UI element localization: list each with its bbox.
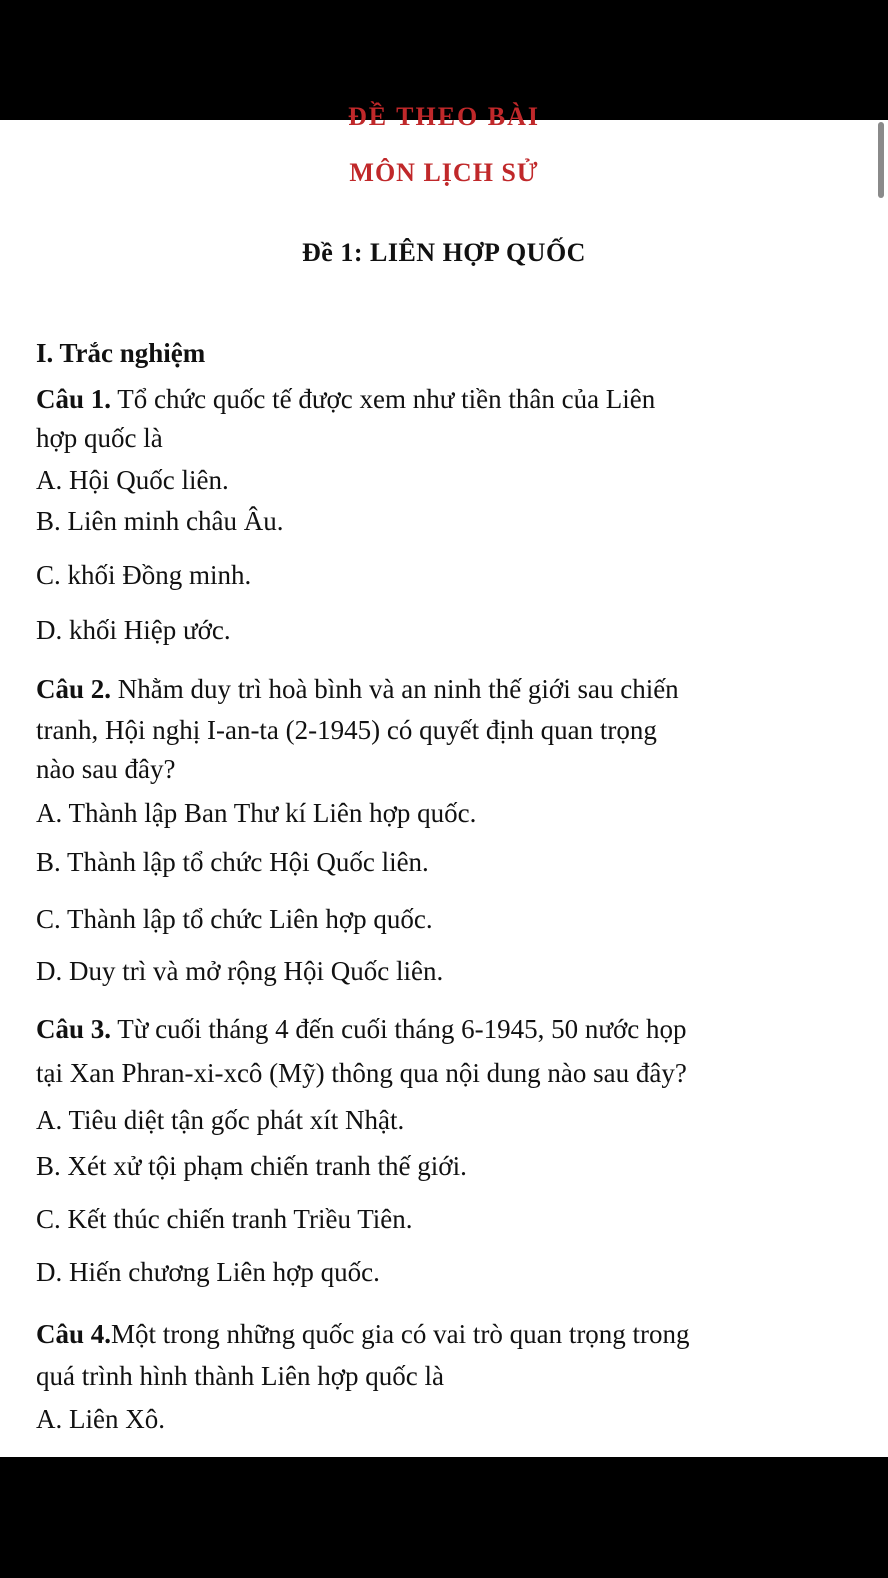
question-3 [36, 1013, 686, 1045]
question-3-option-c: C. Kết thúc chiến tranh Triều Tiên. [36, 1204, 413, 1234]
question-1-option-c: C. khối Đồng minh. [36, 560, 252, 590]
question-3-option-b: B. Xét xử tội phạm chiến tranh thế giới. [36, 1151, 467, 1181]
question-text: Một trong những quốc gia có vai trò quan trọng trong [111, 1319, 690, 1349]
question-1-option-b: B. Liên minh châu Âu. [36, 506, 284, 536]
question-1-line-2: hợp quốc là [36, 423, 163, 453]
question-1-option-d: D. khối Hiệp ước. [36, 615, 231, 645]
question-4-option-a: A. Liên Xô. [36, 1404, 165, 1434]
scrollbar-thumb[interactable] [878, 122, 884, 198]
question-label: Câu 4. [36, 1319, 112, 1349]
question-2-option-c: C. Thành lập tổ chức Liên hợp quốc. [36, 904, 433, 934]
question-3-line-2: tại Xan Phran-xi-xcô (Mỹ) thông qua nội dung nào sau đây? [36, 1058, 687, 1088]
question-3-option-d: D. Hiến chương Liên hợp quốc. [36, 1257, 380, 1287]
question-3-option-a: A. Tiêu diệt tận gốc phát xít Nhật. [36, 1105, 405, 1135]
question-2 [36, 673, 679, 705]
question-2-option-d: D. Duy trì và mở rộng Hội Quốc liên. [36, 956, 444, 986]
question-1-option-a: A. Hội Quốc liên. [36, 465, 229, 495]
question-4 [36, 1318, 690, 1350]
question-text: Tổ chức quốc tế được xem như tiền thân của Liên [117, 384, 656, 414]
question-label: Câu 2. [36, 674, 112, 704]
question-2-option-b: B. Thành lập tổ chức Hội Quốc liên. [36, 847, 429, 877]
bottom-black-bar [0, 1457, 888, 1578]
question-text: Từ cuối tháng 4 đến cuối tháng 6-1945, 50 nước họp [117, 1014, 687, 1044]
question-text: Nhằm duy trì hoà bình và an ninh thế giới sau chiến [117, 674, 679, 704]
section-heading: I. Trắc nghiệm [36, 338, 206, 368]
document-heading: ĐỀ THEO BÀI [347, 102, 540, 131]
question-2-line-3: nào sau đây? [36, 754, 176, 784]
question-2-option-a: A. Thành lập Ban Thư kí Liên hợp quốc. [36, 798, 477, 828]
exam-title: Đề 1: LIÊN HỢP QUỐC [302, 238, 586, 267]
question-label: Câu 3. [36, 1014, 112, 1044]
question-2-line-2: tranh, Hội nghị I-an-ta (2-1945) có quyết định quan trọng [36, 715, 657, 745]
question-label: Câu 1. [36, 384, 112, 414]
subject-title: MÔN LỊCH SỬ [349, 158, 539, 187]
question-1 [36, 383, 655, 415]
question-4-line-2: quá trình hình thành Liên hợp quốc là [36, 1361, 444, 1391]
